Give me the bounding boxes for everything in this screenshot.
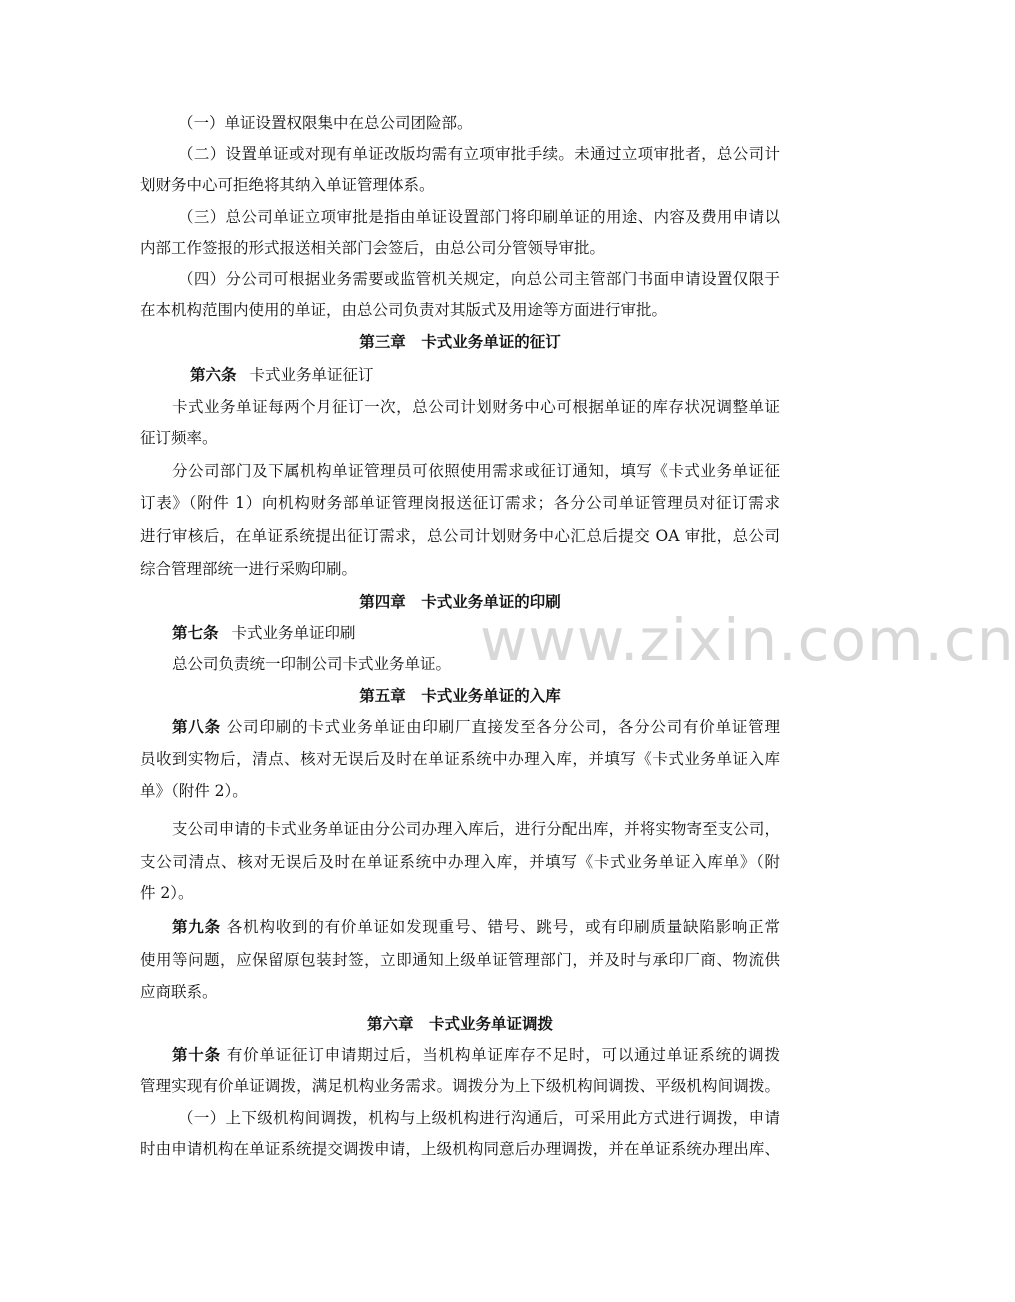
paragraph-line: 订表》（附件 1）向机构财务部单证管理岗报送征订需求；各分公司单证管理员对征订需求 (140, 494, 780, 512)
paragraph-line: （三）总公司单证立项审批是指由单证设置部门将印刷单证的用途、内容及费用申请以 (178, 208, 780, 226)
paragraph-line: （一）上下级机构间调拨，机构与上级机构进行沟通后，可采用此方式进行调拨，申请 (178, 1109, 780, 1127)
paragraph-line: 综合管理部统一进行采购印刷。 (140, 560, 358, 578)
paragraph-line: 划财务中心可拒绝将其纳入单证管理体系。 (140, 176, 435, 194)
article-label: 第六条 (190, 365, 237, 384)
paragraph-line: 分公司部门及下属机构单证管理员可依照使用需求或征订通知，填写《卡式业务单证征 (172, 462, 780, 480)
article-title: 卡式业务单证印刷 (231, 624, 356, 642)
paragraph-line: （四）分公司可根据业务需要或监管机关规定，向总公司主管部门书面申请设置仅限于 (178, 270, 780, 288)
paragraph-line: 有价单证征订申请期过后，当机构单证库存不足时，可以通过单证系统的调拨 (226, 1046, 780, 1064)
paragraph-line: 卡式业务单证每两个月征订一次，总公司计划财务中心可根据单证的库存状况调整单证 (172, 398, 780, 416)
paragraph-line: 总公司负责统一印制公司卡式业务单证。 (172, 655, 452, 673)
article-label: 第八条 (172, 717, 221, 736)
watermark: www.zixin.com.cn (480, 606, 1015, 674)
paragraph-line: 在本机构范围内使用的单证，由总公司负责对其版式及用途等方面进行审批。 (140, 301, 668, 319)
paragraph-line: 管理实现有价单证调拨，满足机构业务需求。调拨分为上下级机构间调拨、平级机构间调拨。 (140, 1077, 780, 1095)
paragraph-line: 公司印刷的卡式业务单证由印刷厂直接发至各分公司，各分公司有价单证管理 (226, 718, 780, 736)
paragraph-line: 单》（附件 2）。 (140, 782, 248, 800)
paragraph-line: 内部工作签报的形式报送相关部门会签后，由总公司分管领导审批。 (140, 239, 606, 257)
paragraph-line: 使用等问题，应保留原包装封签，立即通知上级单证管理部门，并及时与承印厂商、物流供 (140, 951, 780, 969)
paragraph-line: （一）单证设置权限集中在总公司团险部。 (178, 114, 473, 132)
article-label: 第九条 (172, 917, 221, 936)
chapter-heading: 第四章 卡式业务单证的印刷 (359, 592, 561, 611)
chapter-heading: 第六章 卡式业务单证调拨 (366, 1014, 553, 1033)
paragraph-line: 件 2）。 (140, 884, 194, 902)
article-title: 卡式业务单证征订 (249, 366, 374, 384)
article-label: 第十条 (172, 1045, 221, 1064)
paragraph-line: 支公司申请的卡式业务单证由分公司办理入库后，进行分配出库，并将实物寄至支公司， (172, 820, 780, 838)
paragraph-line: 支公司清点、核对无误后及时在单证系统中办理入库，并填写《卡式业务单证入库单》（附 (140, 853, 780, 871)
chapter-heading: 第五章 卡式业务单证的入库 (359, 686, 561, 705)
chapter-heading: 第三章 卡式业务单证的征订 (359, 332, 561, 351)
paragraph-line: 应商联系。 (140, 983, 218, 1001)
paragraph-line: 征订频率。 (140, 429, 218, 447)
paragraph-line: （二）设置单证或对现有单证改版均需有立项审批手续。未通过立项审批者，总公司计 (178, 145, 780, 163)
paragraph-line: 时由申请机构在单证系统提交调拨申请，上级机构同意后办理调拨，并在单证系统办理出库、 (140, 1140, 780, 1158)
paragraph-line: 各机构收到的有价单证如发现重号、错号、跳号，或有印刷质量缺陷影响正常 (226, 918, 780, 936)
paragraph-line: 员收到实物后，清点、核对无误后及时在单证系统中办理入库，并填写《卡式业务单证入库 (140, 750, 780, 768)
paragraph-line: 进行审核后，在单证系统提出征订需求，总公司计划财务中心汇总后提交 OA 审批，总公司 (140, 527, 780, 545)
article-label: 第七条 (172, 623, 219, 642)
